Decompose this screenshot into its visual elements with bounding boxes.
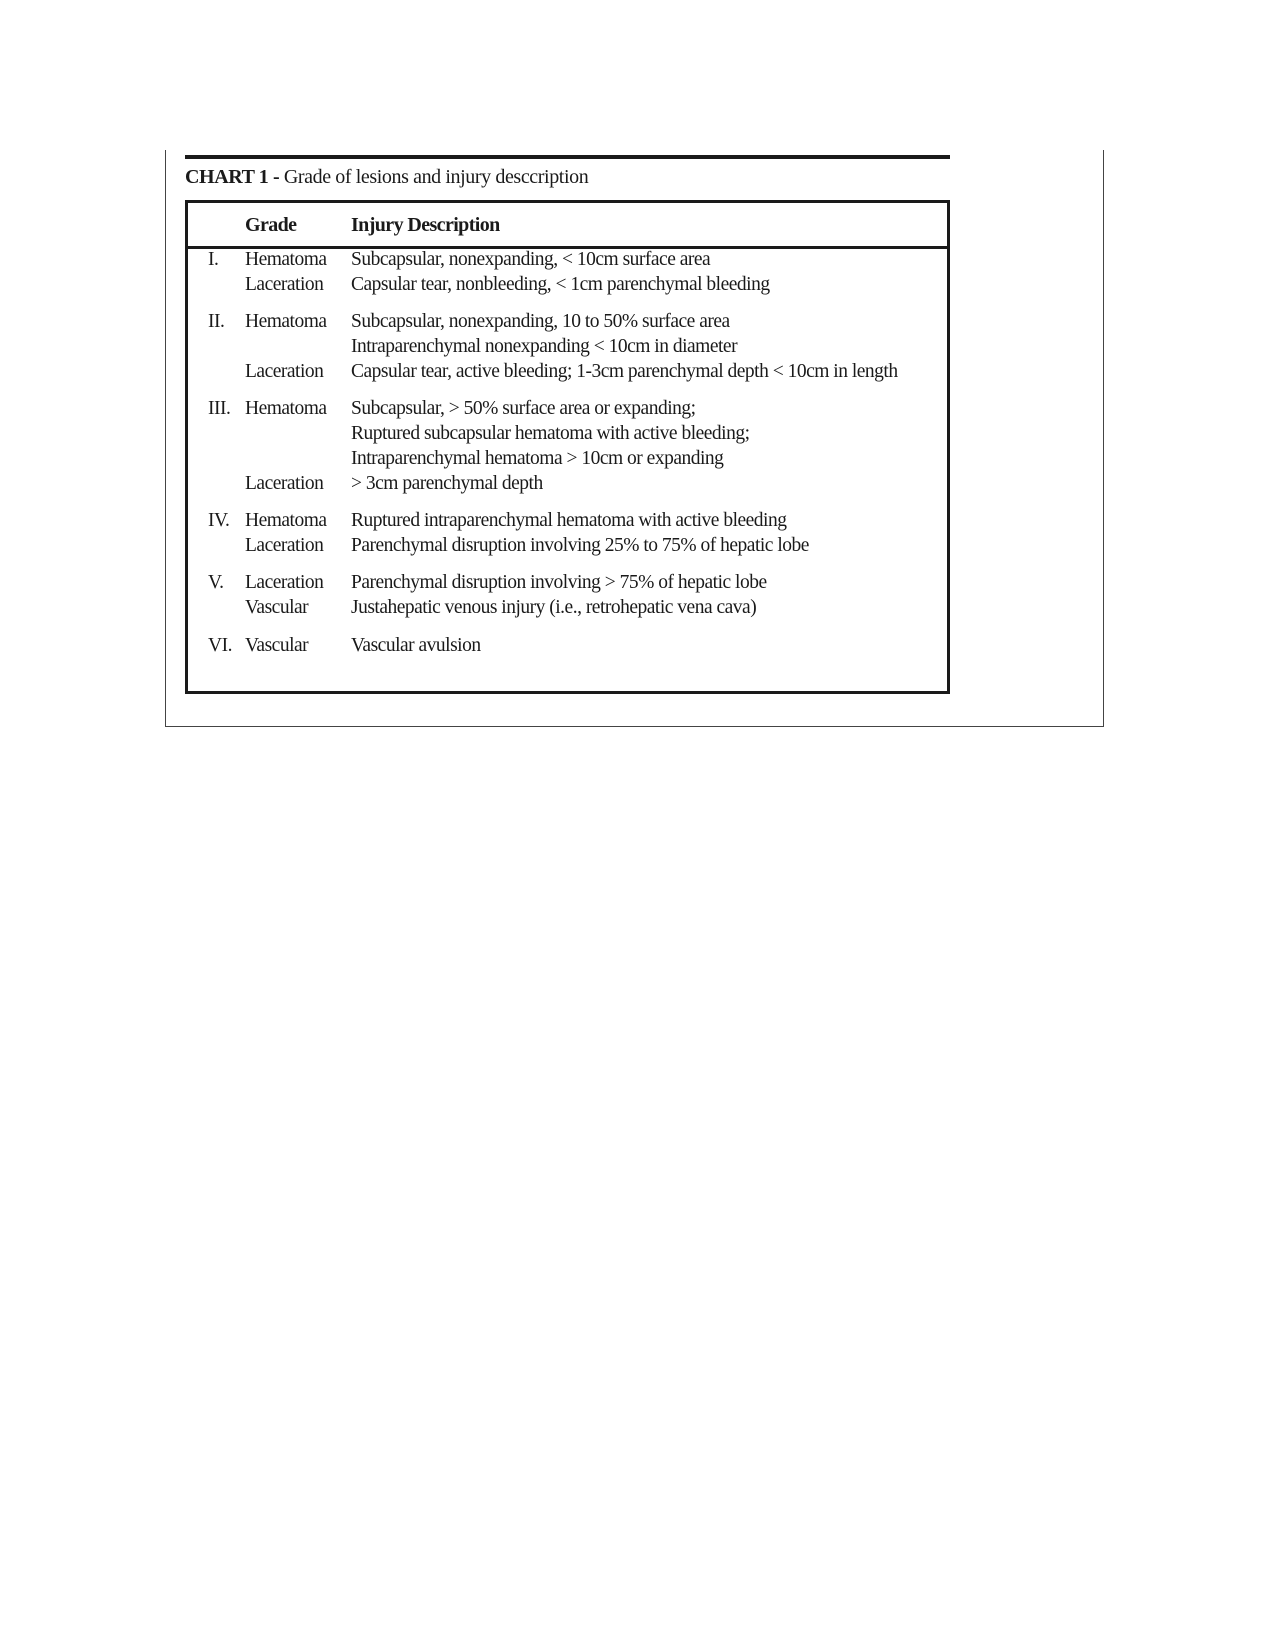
injury-description: Capsular tear, nonbleeding, < 1cm parenchymal bleeding <box>351 274 770 295</box>
header-description: Injury Description <box>351 214 500 236</box>
injury-type: Laceration <box>245 473 324 494</box>
injury-type: Vascular <box>245 635 309 656</box>
injury-type: Hematoma <box>245 398 327 419</box>
table-header <box>188 203 947 249</box>
grade-table <box>185 200 950 694</box>
injury-type: Laceration <box>245 535 324 556</box>
injury-type: Laceration <box>245 361 324 382</box>
injury-description: Subcapsular, nonexpanding, 10 to 50% surface area <box>351 311 730 332</box>
injury-description: Parenchymal disruption involving 25% to 75% of hepatic lobe <box>351 535 809 556</box>
injury-description: Intraparenchymal nonexpanding < 10cm in diameter <box>351 336 738 357</box>
injury-description: Ruptured subcapsular hematoma with active bleeding; <box>351 423 750 444</box>
caption-label: CHART 1 - <box>185 166 280 188</box>
injury-description: Capsular tear, active bleeding; 1-3cm parenchymal depth < 10cm in length <box>351 361 898 382</box>
injury-description: Vascular avulsion <box>351 635 481 656</box>
injury-type: Laceration <box>245 274 324 295</box>
injury-description: Justahepatic venous injury (i.e., retrohepatic vena cava) <box>351 597 757 618</box>
injury-description: Ruptured intraparenchymal hematoma with active bleeding <box>351 510 787 531</box>
grade-numeral: IV. <box>208 510 230 531</box>
injury-type: Laceration <box>245 572 324 593</box>
injury-description: > 3cm parenchymal depth <box>351 473 543 494</box>
grade-numeral: II. <box>208 311 225 332</box>
grade-numeral: I. <box>208 249 219 270</box>
injury-description: Intraparenchymal hematoma > 10cm or expanding <box>351 448 724 469</box>
grade-numeral: V. <box>208 572 224 593</box>
header-grade: Grade <box>245 214 297 236</box>
injury-description: Subcapsular, nonexpanding, < 10cm surface area <box>351 249 711 270</box>
injury-type: Vascular <box>245 597 309 618</box>
injury-type: Hematoma <box>245 510 327 531</box>
top-rule <box>185 155 950 159</box>
injury-description: Subcapsular, > 50% surface area or expanding; <box>351 398 696 419</box>
injury-description: Parenchymal disruption involving > 75% of hepatic lobe <box>351 572 767 593</box>
grade-numeral: III. <box>208 398 231 419</box>
injury-type: Hematoma <box>245 249 327 270</box>
grade-numeral: VI. <box>208 635 232 656</box>
caption-text: Grade of lesions and injury desccription <box>279 166 589 188</box>
injury-type: Hematoma <box>245 311 327 332</box>
chart-caption <box>185 166 588 189</box>
